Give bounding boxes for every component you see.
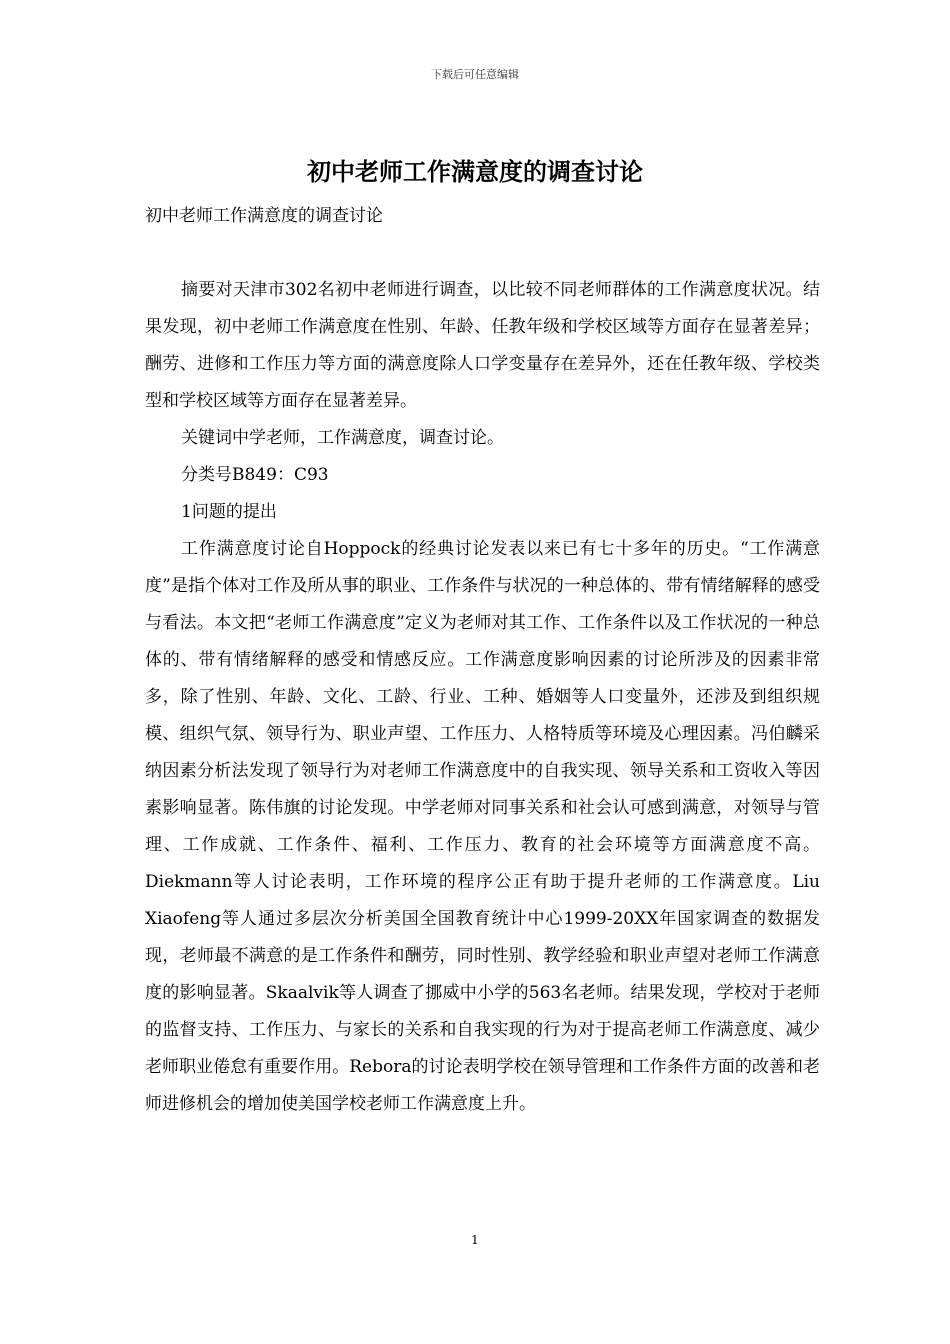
abstract-paragraph: 摘要对天津市302名初中老师进行调查，以比较不同老师群体的工作满意度状况。结果发现，初中老师工作满意度在性别、年龄、任教年级和学校区域等方面存在显著差异；酬劳、进修和工作压力等方面的满意度除人口学变量存在差异外，还在任教年级、学校类型和学校区域等方面存在显著差异。 [145, 280, 820, 411]
document-title: 初中老师工作满意度的调查讨论 [307, 158, 643, 186]
document-subtitle: 初中老师工作满意度的调查讨论 [145, 206, 383, 226]
page-header: 下载后可任意编辑 [431, 68, 519, 81]
document-body [145, 198, 820, 1123]
body-paragraph: 工作满意度讨论自Hoppock的经典讨论发表以来已有七十多年的历史。“工作满意度”是指个体对工作及所从事的职业、工作条件与状况的一种总体的、带有情绪解释的感受与看法。本文把“老师工作满意度”定义为老师对其工作、工作条件以及工作状况的一种总体的、带有情绪解释的感受和情感反应。工作满意度影响因素的讨论所涉及的因素非常多，除了性别、年龄、文化、工龄、行业、工种、婚姻等人口变量外，还涉及到组织规模、组织气氛、领导行为、职业声望、工作压力、人格特质等环境及心理因素。冯伯麟采纳因素分析法发现了领导行为对老师工作满意度中的自我实现、领导关系和工资收入等因素影响显著。陈伟旗的讨论发现。中学老师对同事关系和社会认可感到满意，对领导与管理、工作成就、工作条件、福利、工作压力、教育的社会环境等方面满意度不高。Diekmann等人讨论表明，工作环境的程序公正有助于提升老师的工作满意度。Liu Xiaofeng等人通过多层次分析美国全国教育统计中心1999-20XX年国家调查的数据发现，老师最不满意的是工作条件和酬劳，同时性别、教学经验和职业声望对老师工作满意度的影响显著。Skaalvik等人调查了挪威中小学的563名老师。结果发现，学校对于老师的监督支持、工作压力、与家长的关系和自我实现的行为对于提高老师工作满意度、减少老师职业倦怠有重要作用。Rebora的讨论表明学校在领导管理和工作条件方面的改善和老师进修机会的增加使美国学校老师工作满意度上升。 [145, 539, 820, 1114]
keywords-line: 关键词中学老师，工作满意度，调查讨论。 [181, 428, 504, 448]
classification-line: 分类号B849：C93 [181, 465, 329, 485]
section-heading: 1问题的提出 [181, 502, 277, 522]
page-number: 1 [471, 1233, 479, 1247]
